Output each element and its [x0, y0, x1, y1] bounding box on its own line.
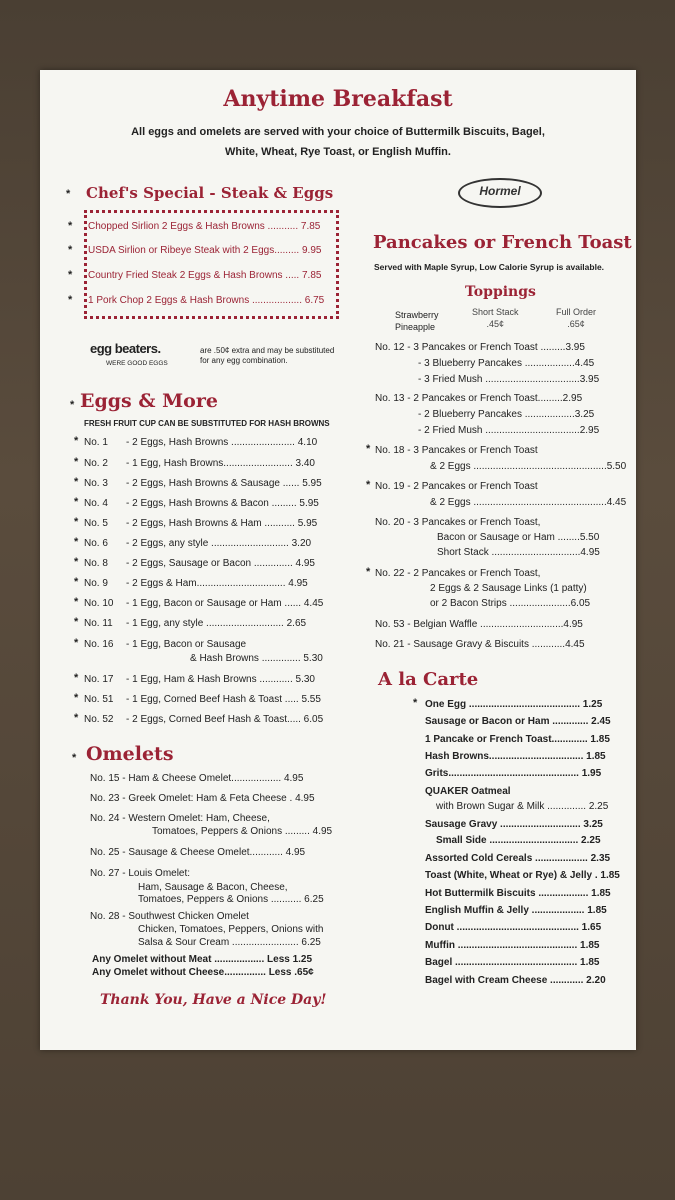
eggs-item: - 1 Egg, any style ............................ 2.65: [126, 618, 307, 629]
egg-beaters-note-2: for any egg combination.: [200, 356, 288, 365]
star-marker: *: [68, 220, 73, 232]
star-marker: *: [68, 244, 73, 256]
short-stack-amount: .45¢: [486, 319, 505, 329]
toppings-options: [395, 309, 439, 333]
egg-beaters-logo: egg beaters.: [90, 341, 161, 356]
star-marker: *: [68, 294, 73, 306]
full-order-price: [556, 306, 596, 330]
eggs-item: - 2 Eggs, Hash Browns & Bacon ......... 5.95: [126, 498, 319, 509]
eggs-item: - 2 Eggs, any style ............................ 3.20: [126, 538, 312, 549]
eggs-more-subnote: FRESH FRUIT CUP CAN BE SUBSTITUTED FOR HASH BROWNS: [84, 419, 330, 428]
alacarte-item: Grits............................................... 1.95: [425, 768, 602, 779]
pancake-item: No. 21 - Sausage Gravy & Biscuits ............4.45: [375, 639, 585, 650]
star-marker: *: [366, 479, 371, 491]
star-marker: *: [74, 476, 79, 488]
eggs-more-heading: Eggs & More: [80, 390, 218, 412]
star-marker: *: [74, 692, 79, 704]
alacarte-item: Sausage Gravy ............................. 3.25: [425, 819, 603, 830]
menu-title: Anytime Breakfast: [223, 86, 453, 112]
alacarte-item: Hash Browns.................................. 1.85: [425, 751, 606, 762]
eggs-item-number: No. 10: [84, 598, 114, 609]
alacarte-item: Sausage or Bacon or Ham ............. 2.45: [425, 716, 611, 727]
eggs-item: - 2 Eggs, Hash Browns & Sausage ...... 5.95: [126, 478, 322, 489]
alacarte-item: Bagel ............................................ 1.85: [425, 957, 600, 968]
alacarte-item: Hot Buttermilk Biscuits .................. 1.85: [425, 888, 611, 899]
pancake-item: No. 20 - 3 Pancakes or French Toast,: [375, 517, 541, 528]
star-marker: *: [74, 576, 79, 588]
pancake-item: No. 53 - Belgian Waffle ..............................4.95: [375, 619, 583, 630]
alacarte-item: with Brown Sugar & Milk .............. 2.25: [436, 801, 609, 812]
eggs-item: - 2 Eggs, Hash Browns & Ham ........... 5.95: [126, 518, 318, 529]
eggs-item: - 1 Egg, Bacon or Sausage or Ham ...... 4.45: [126, 598, 324, 609]
pancake-item: or 2 Bacon Strips ......................6.05: [430, 598, 591, 609]
eggs-item: - 2 Eggs, Hash Browns ....................... 4.10: [126, 437, 318, 448]
chef-special-heading: Chef's Special - Steak & Eggs: [86, 184, 334, 202]
full-order-label: Full Order: [556, 307, 597, 317]
hormel-name: Hormel: [479, 184, 521, 198]
star-marker: *: [74, 596, 79, 608]
topping-strawberry: Strawberry: [395, 310, 439, 320]
eggs-item: & Hash Browns .............. 5.30: [190, 653, 323, 664]
star-marker: *: [74, 435, 79, 447]
omelet-item: No. 28 - Southwest Chicken Omelet: [90, 911, 249, 922]
eggs-item: - 1 Egg, Corned Beef Hash & Toast ..... 5.55: [126, 694, 321, 705]
alacarte-heading: A la Carte: [378, 669, 479, 690]
hormel-logo: [458, 178, 542, 208]
eggs-item-number: No. 8: [84, 558, 108, 569]
pancake-item: - 2 Fried Mush ..................................2.95: [418, 425, 600, 436]
star-marker: *: [74, 712, 79, 724]
eggs-item-number: No. 1: [84, 437, 108, 448]
omelet-item: Salsa & Sour Cream ........................ 6.25: [138, 937, 321, 948]
alacarte-item: One Egg ........................................ 1.25: [425, 699, 603, 710]
egg-beaters-note-1: are .50¢ extra and may be substituted: [200, 346, 335, 355]
omelet-item: Ham, Sausage & Bacon, Cheese,: [138, 882, 288, 893]
pancake-item: - 3 Blueberry Pancakes ..................4.45: [418, 358, 595, 369]
chef-item: 1 Pork Chop 2 Eggs & Hash Browns .................. 6.75: [88, 295, 325, 306]
full-order-amount: .65¢: [567, 319, 585, 329]
intro-line-1: All eggs and omelets are served with your choice of Buttermilk Biscuits, Bagel,: [131, 126, 545, 138]
omelet-item: No. 25 - Sausage & Cheese Omelet............ 4.95: [90, 847, 306, 858]
star-marker: *: [68, 269, 73, 281]
menu-paper: [40, 70, 636, 1050]
star-marker: *: [366, 443, 371, 455]
eggs-item-number: No. 11: [84, 618, 113, 629]
alacarte-item: Toast (White, Wheat or Rye) & Jelly . 1.85: [425, 870, 620, 881]
eggs-item: - 2 Eggs, Sausage or Bacon .............. 4.95: [126, 558, 315, 569]
eggs-item-number: No. 17: [84, 674, 114, 685]
egg-beaters-tagline: WERE GOOD EGGS: [106, 360, 168, 367]
pancake-item: No. 18 - 3 Pancakes or French Toast: [375, 445, 538, 456]
omelet-item: Chicken, Tomatoes, Peppers, Onions with: [138, 924, 324, 935]
eggs-item: - 1 Egg, Bacon or Sausage: [126, 639, 247, 650]
eggs-item-number: No. 2: [84, 458, 108, 469]
eggs-item-number: No. 16: [84, 639, 114, 650]
eggs-item: - 1 Egg, Hash Browns......................... 3.40: [126, 458, 315, 469]
star-marker: *: [74, 456, 79, 468]
eggs-item: - 2 Eggs, Corned Beef Hash & Toast..... 6.05: [126, 714, 324, 725]
pancake-item: - 3 Fried Mush ..................................3.95: [418, 374, 600, 385]
egg-beaters-note: [200, 346, 334, 366]
alacarte-item: Assorted Cold Cereals ................... 2.35: [425, 853, 611, 864]
star-marker: *: [74, 556, 79, 568]
toppings-heading: Toppings: [465, 284, 536, 300]
short-stack-price: [472, 306, 519, 330]
pancake-item: & 2 Eggs ................................................4.45: [430, 497, 627, 508]
star-marker: *: [413, 697, 418, 709]
eggs-item: - 1 Egg, Ham & Hash Browns ............ 5.30: [126, 674, 315, 685]
omelet-item: No. 24 - Western Omelet: Ham, Cheese,: [90, 813, 270, 824]
pancake-item: No. 22 - 2 Pancakes or French Toast,: [375, 568, 541, 579]
pancakes-subnote: Served with Maple Syrup, Low Calorie Syrup is available.: [374, 262, 605, 272]
pancake-item: - 2 Blueberry Pancakes ..................3.25: [418, 409, 595, 420]
pancake-item: No. 13 - 2 Pancakes or French Toast.........2.95: [375, 393, 583, 404]
omelet-item: No. 15 - Ham & Cheese Omelet.................. 4.95: [90, 773, 304, 784]
pancakes-heading: Pancakes or French Toast: [373, 232, 632, 253]
eggs-item-number: No. 6: [84, 538, 108, 549]
alacarte-item: 1 Pancake or French Toast............. 1.85: [425, 734, 610, 745]
eggs-item-number: No. 3: [84, 478, 108, 489]
alacarte-item: English Muffin & Jelly ................... 1.85: [425, 905, 607, 916]
chef-item: Country Fried Steak 2 Eggs & Hash Browns ..... 7.85: [88, 270, 322, 281]
pancake-item: No. 12 - 3 Pancakes or French Toast .........3.95: [375, 342, 585, 353]
eggs-item-number: No. 5: [84, 518, 108, 529]
topping-pineapple: Pineapple: [395, 322, 436, 332]
pancake-item: 2 Eggs & 2 Sausage Links (1 patty): [430, 583, 587, 594]
short-stack-label: Short Stack: [472, 307, 519, 317]
pancake-item: Bacon or Sausage or Ham ........5.50: [437, 532, 600, 543]
omelet-item: No. 23 - Greek Omelet: Ham & Feta Cheese . 4.95: [90, 793, 315, 804]
star-marker: *: [72, 752, 77, 764]
eggs-item-number: No. 51: [84, 694, 114, 705]
star-marker: *: [74, 616, 79, 628]
eggs-item-number: No. 52: [84, 714, 114, 725]
omelet-item: No. 27 - Louis Omelet:: [90, 868, 191, 879]
eggs-item-number: No. 9: [84, 578, 108, 589]
eggs-item: - 2 Eggs & Ham................................ 4.95: [126, 578, 308, 589]
intro-line-2: White, Wheat, Rye Toast, or English Muffin.: [225, 146, 451, 158]
eggs-item-number: No. 4: [84, 498, 108, 509]
thanks-footer: Thank You, Have a Nice Day!: [100, 992, 327, 1008]
intro-text: [80, 122, 596, 162]
alacarte-item: Bagel with Cream Cheese ............ 2.20: [425, 975, 606, 986]
star-marker: *: [74, 536, 79, 548]
star-marker: *: [74, 516, 79, 528]
star-marker: *: [66, 188, 71, 200]
omelet-item: Tomatoes, Peppers & Onions ......... 4.95: [152, 826, 333, 837]
star-marker: *: [366, 566, 371, 578]
omelet-item: Any Omelet without Meat .................. Less 1.25: [92, 954, 313, 965]
star-marker: *: [74, 496, 79, 508]
chef-item: USDA Sirlion or Ribeye Steak with 2 Eggs......... 9.95: [88, 245, 322, 256]
star-marker: *: [74, 672, 79, 684]
star-marker: *: [74, 637, 79, 649]
alacarte-item: Small Side ................................ 2.25: [436, 835, 601, 846]
chef-item: Chopped Sirlion 2 Eggs & Hash Browns ........... 7.85: [88, 221, 321, 232]
star-marker: *: [70, 399, 75, 411]
alacarte-item: Muffin ........................................... 1.85: [425, 940, 600, 951]
pancake-item: Short Stack ................................4.95: [437, 547, 600, 558]
omelets-heading: Omelets: [86, 743, 174, 765]
pancake-item: & 2 Eggs ................................................5.50: [430, 461, 627, 472]
omelet-item: Tomatoes, Peppers & Onions ........... 6.25: [138, 894, 324, 905]
pancake-item: No. 19 - 2 Pancakes or French Toast: [375, 481, 538, 492]
omelet-item: Any Omelet without Cheese............... Less .65¢: [92, 967, 314, 978]
alacarte-item: Donut ............................................ 1.65: [425, 922, 602, 933]
alacarte-item: QUAKER Oatmeal: [425, 786, 511, 797]
